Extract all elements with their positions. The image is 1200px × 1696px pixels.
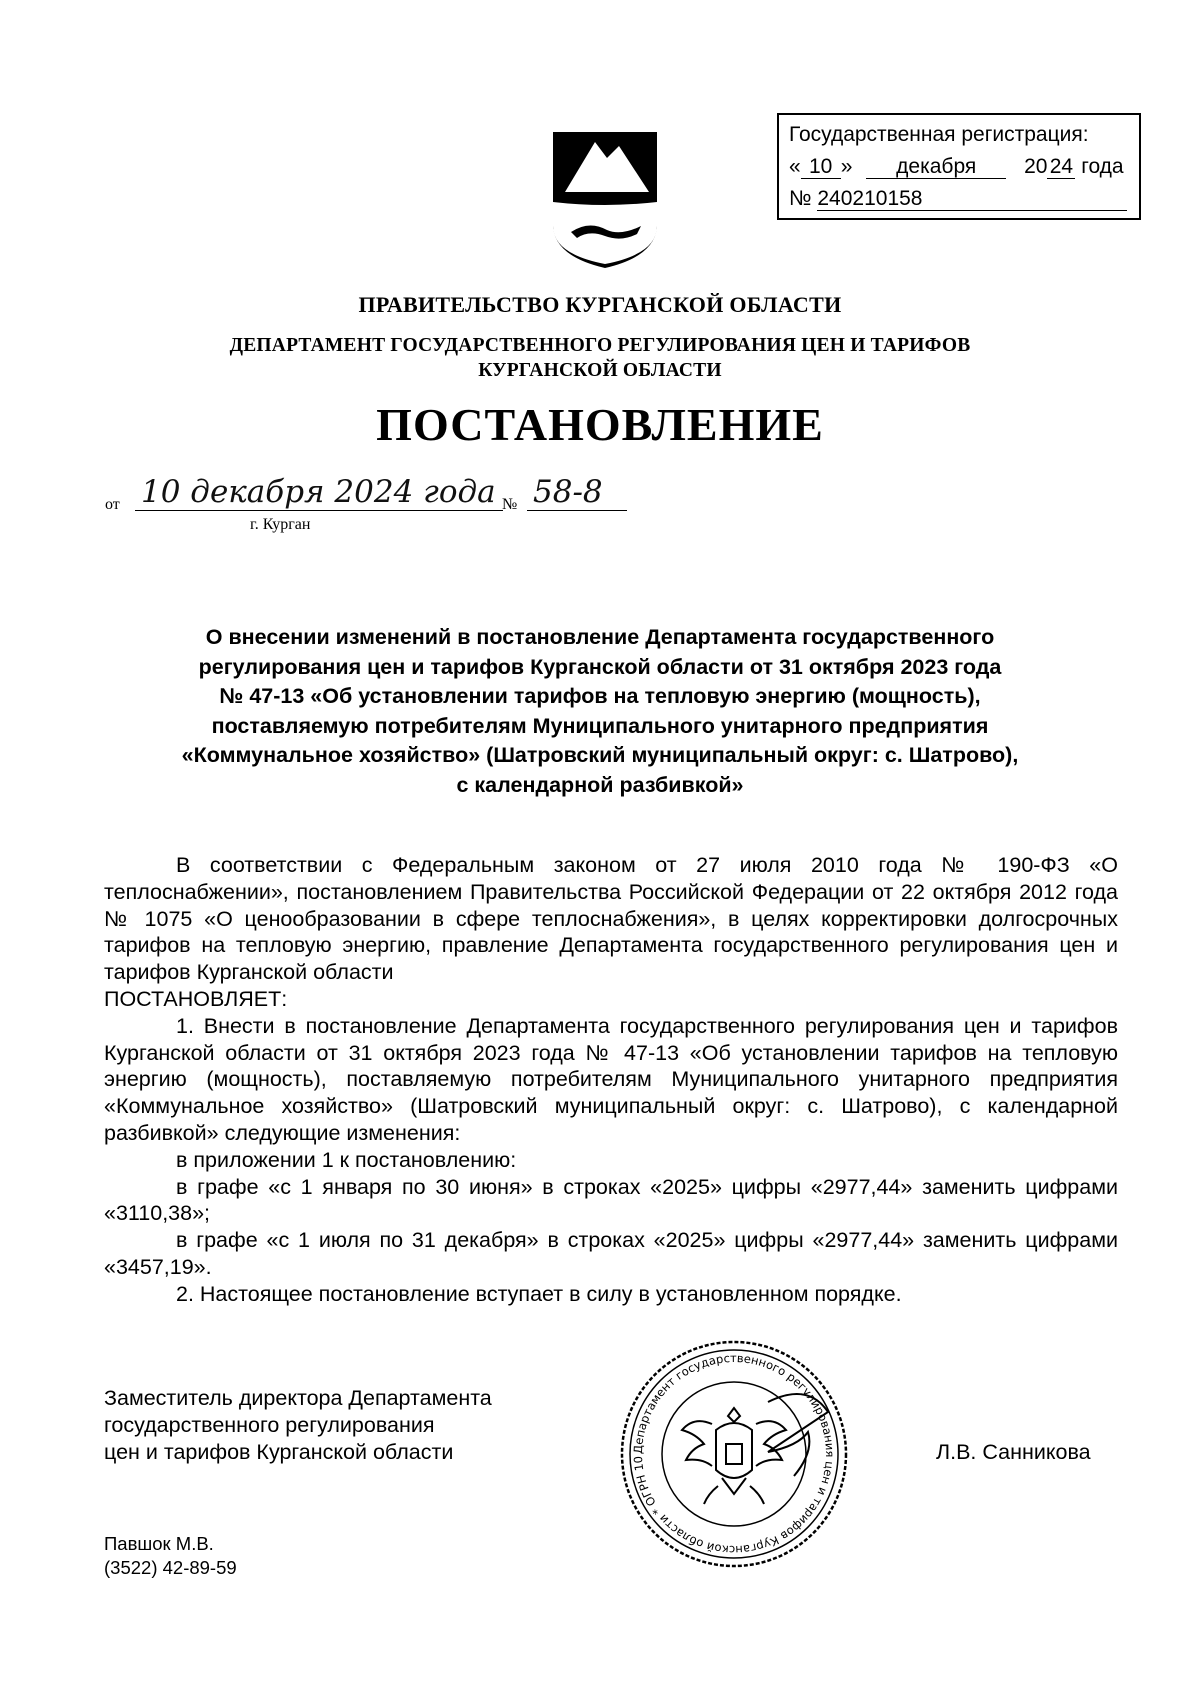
order-number-underline — [527, 510, 627, 511]
item-2-paragraph: 2. Настоящее постановление вступает в силу в установленном порядке. — [176, 1281, 902, 1306]
registration-title: Государственная регистрация: — [789, 123, 1089, 146]
order-from-label: от — [105, 496, 120, 513]
government-title: ПРАВИТЕЛЬСТВО КУРГАНСКОЙ ОБЛАСТИ — [358, 292, 842, 317]
item-1-appendix-line: в приложении 1 к постановлению: — [176, 1147, 517, 1172]
order-number-label: № — [502, 496, 518, 513]
registration-date: « 10 » декабря 20 24 года — [789, 155, 1124, 178]
signatory-name: Л.В. Санникова — [936, 1440, 1091, 1464]
registration-year-word: года — [1081, 155, 1124, 178]
registration-number-row — [789, 187, 1127, 211]
order-place: г. Курган — [250, 516, 311, 533]
registration-day: 10 — [801, 156, 841, 179]
registration-number-label: № — [789, 187, 812, 210]
registration-year-suffix: 24 — [1047, 156, 1075, 179]
order-date-handwritten: 10 декабря 2024 года — [141, 474, 496, 510]
department-title-line2: КУРГАНСКОЙ ОБЛАСТИ — [478, 360, 722, 381]
item-1-change-second-half: в графе «с 1 июля по 31 декабря» в строках «2025» цифры «2977,44» заменить цифрами «3457,19». — [104, 1228, 1118, 1279]
item-1-paragraph: 1. Внести в постановление Департамента государственного регулирования цен и тарифов Курганской области от 31 октября 2023 года № 47-13 «Об установлении тарифов на тепловую энергию (мощность), поставляемую потребителям Муниципального унитарного предприятия «Коммунальное хозяйство» (Шатровский муниципальный округ: с. Шатрово), с календарной разбивкой» следующие изменения: — [104, 1013, 1118, 1145]
registration-month: декабря — [866, 156, 1006, 179]
svg-text:Департамент государственного р — [618, 1338, 837, 1557]
executor-phone: (3522) 42-89-59 — [104, 1557, 237, 1578]
executor-name: Павшок М.В. — [104, 1533, 214, 1554]
department-title — [0, 333, 1200, 383]
order-date-line — [105, 474, 625, 538]
subject-line: № 47-13 «Об установлении тарифов на тепловую энергию (мощность), — [219, 684, 981, 708]
document-subject — [100, 623, 1100, 800]
order-number-handwritten: 58-8 — [533, 474, 603, 510]
signatory-position-line3: цен и тарифов Курганской области — [104, 1440, 454, 1464]
coat-of-arms-emblem — [549, 128, 661, 270]
subject-line: с календарной разбивкой» — [456, 772, 744, 797]
executor-info — [104, 1532, 237, 1580]
signatory-position-line2: государственного регулирования — [104, 1413, 435, 1437]
subject-line: О внесении изменений в постановление Департамента государственного — [205, 625, 995, 649]
stamp-ring-text: Департамент государственного регулирования цен и тарифов Курганской области * ОГРН 10 — [630, 1350, 838, 1558]
decree-word: ПОСТАНОВЛЯЕТ: — [104, 986, 288, 1011]
document-body — [104, 852, 1118, 1308]
item-1-change-first-half: в графе «с 1 января по 30 июня» в строках «2025» цифры «2977,44» заменить цифрами «3110,38»; — [104, 1174, 1118, 1226]
department-title-line1: ДЕПАРТАМЕНТ ГОСУДАРСТВЕННОГО РЕГУЛИРОВАНИЯ ЦЕН И ТАРИФОВ — [229, 335, 971, 356]
signatory-position — [104, 1385, 492, 1466]
preamble-paragraph: В соответствии с Федеральным законом от 27 июля 2010 года № 190-ФЗ «О теплоснабжении», постановлением Правительства Российской Федерации от 22 октября 2012 года № 1075 «О ценообразовании в сфере теплоснабжения», в целях корректировки долгосрочных тарифов на тепловую энергию, правление Департамента государственного регулирования цен и тарифов Курганской области — [104, 853, 1118, 985]
official-seal-stamp — [618, 1338, 850, 1570]
subject-line: поставляемую потребителям Муниципального унитарного предприятия — [211, 713, 989, 738]
subject-line: «Коммунальное хозяйство» (Шатровский муниципальный округ: с. Шатрово), — [181, 743, 1019, 767]
order-date-underline — [135, 510, 503, 511]
registration-box — [777, 113, 1141, 220]
document-type: ПОСТАНОВЛЕНИЕ — [376, 399, 824, 450]
subject-line: регулирования цен и тарифов Курганской области от 31 октября 2023 года — [198, 654, 1002, 679]
registration-number: 240210158 — [817, 188, 1127, 211]
registration-year-prefix: 20 — [1024, 155, 1048, 178]
signatory-position-line1: Заместитель директора Департамента — [104, 1386, 492, 1410]
